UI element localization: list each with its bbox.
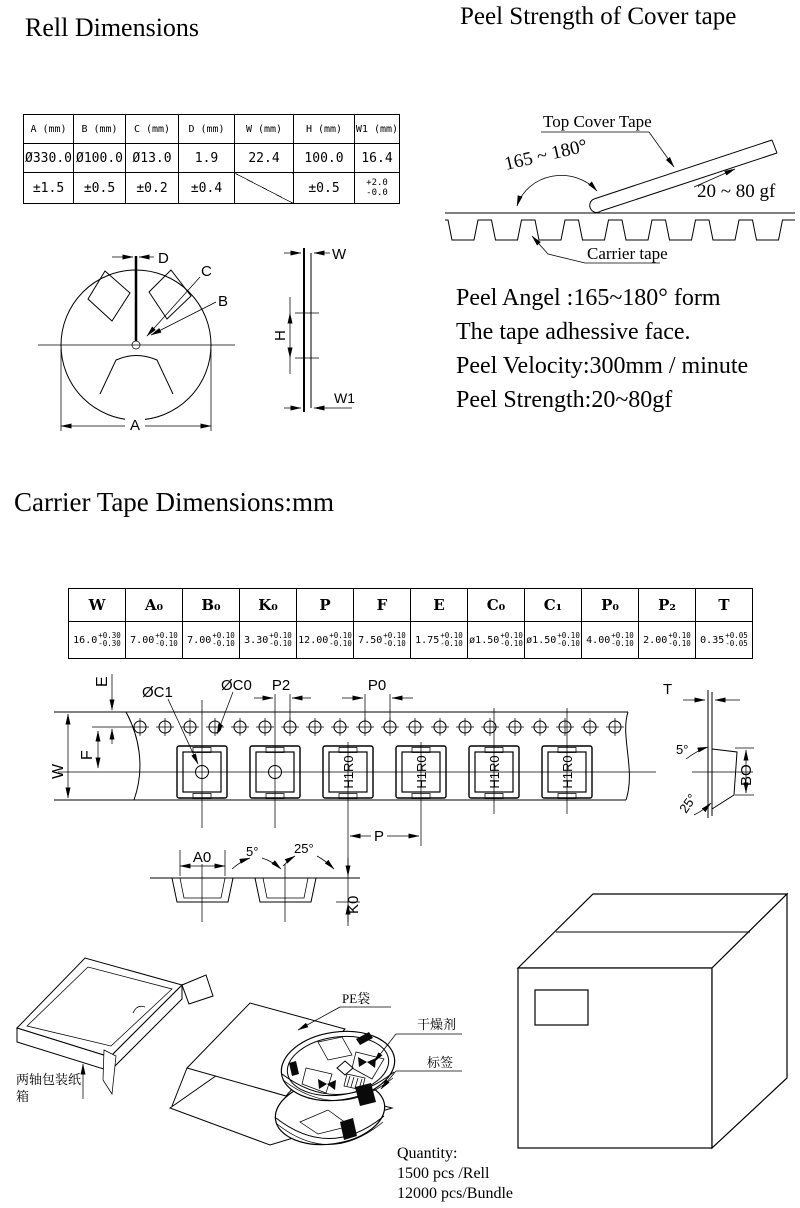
- peel-spec-line: Peel Strength:20~80gf: [456, 387, 673, 413]
- tolerance-stack: +0.10 -0.10: [557, 630, 580, 648]
- sprocket-hole: [556, 718, 574, 736]
- sprocket-hole: [456, 718, 474, 736]
- tolerance-stack: +0.10 -0.10: [269, 630, 292, 648]
- reel-table-cell: Ø13.0: [126, 144, 179, 173]
- tolerance-stack: +0.10 -0.10: [212, 630, 235, 648]
- dim-label-bo: BO: [738, 764, 755, 786]
- top-cover-tape-label: Top Cover Tape: [543, 112, 652, 131]
- tape-torn-edge: [126, 712, 140, 800]
- tolerance-stack: +0.10 -0.10: [500, 630, 523, 648]
- carton-label-line2: 箱: [16, 1089, 30, 1104]
- peel-pocket-row: [445, 220, 795, 240]
- peel-spec-line: Peel Angel :165~180° form: [456, 285, 721, 311]
- sprocket-hole: [606, 718, 624, 736]
- sprocket-hole: [331, 718, 349, 736]
- carrier-table-header-cell: P: [297, 589, 354, 622]
- bundle-carton: [518, 894, 787, 1148]
- quantity-line: Quantity:: [397, 1145, 458, 1162]
- sprocket-hole: [131, 718, 149, 736]
- dimension-value: 16.0 +0.30 -0.30: [73, 630, 121, 648]
- reel-table-cell: 16.4: [355, 144, 400, 173]
- dim-label-p2: P2: [271, 677, 291, 694]
- component-marking: H1R0: [487, 755, 502, 789]
- peel-force-label: 20 ~ 80 gf: [697, 181, 776, 202]
- carrier-table-header-cell: B₀: [183, 589, 240, 622]
- dim-label-c1: ØC1: [142, 684, 173, 701]
- reel-table-cell: B (mm): [74, 115, 126, 144]
- peel-spec-line: The tape adhessive face.: [456, 319, 691, 345]
- carrier-table-header-cell: T: [696, 589, 753, 622]
- dimension-value: 4.00 +0.10 -0.10: [586, 630, 634, 648]
- carrier-table-header-cell: C₀: [468, 589, 525, 622]
- reel-table-cell: C (mm): [126, 115, 179, 144]
- dim-label-c: C: [201, 263, 212, 280]
- tape-torn-edge: [626, 712, 630, 800]
- dim-label-t: T: [663, 681, 673, 698]
- pe-bag-label: PE袋: [342, 991, 371, 1006]
- reel-table-cell: 100.0: [294, 144, 355, 173]
- tolerance-stack: +0.30 -0.30: [98, 630, 121, 648]
- reel-table-cell: 1.9: [179, 144, 235, 173]
- reel-table-cell: D (mm): [179, 115, 235, 144]
- dim-label-f: F: [79, 750, 96, 760]
- reel-table-cell: ±0.5: [294, 173, 355, 204]
- dim-label-a0: A0: [192, 849, 212, 866]
- dim-label-c0: ØC0: [221, 677, 252, 694]
- tolerance-stack: +0.10 -0.10: [383, 630, 406, 648]
- reel-side-view: [272, 246, 355, 412]
- reel-table-cell: W (mm): [235, 115, 294, 144]
- carrier-tape-label: Carrier tape: [587, 244, 668, 263]
- sprocket-hole: [531, 718, 549, 736]
- peel-strength-title: Peel Strength of Cover tape: [460, 3, 737, 30]
- tolerance-stack: +0.10 -0.10: [329, 630, 352, 648]
- dimension-value: 7.50 +0.10 -0.10: [358, 630, 406, 648]
- tolerance-stack: +0.10 -0.10: [155, 630, 178, 648]
- peel-carrier-pockets: [445, 220, 795, 240]
- sprocket-hole: [431, 718, 449, 736]
- reel-front-view: [38, 250, 235, 434]
- reel-table-cell: ±0.2: [126, 173, 179, 204]
- dimension-value: 12.00 +0.10 -0.10: [298, 630, 352, 648]
- reel-table-cell: ±0.5: [74, 173, 126, 204]
- carrier-table-header-cell: F: [354, 589, 411, 622]
- packaging-diagram: [16, 894, 787, 1151]
- reel-table-cell: A (mm): [24, 115, 74, 144]
- dim-label-h: H: [272, 330, 289, 341]
- component-marking: H1R0: [414, 755, 429, 789]
- peel-spec-line: Peel Velocity:300mm / minute: [456, 353, 749, 379]
- pocket-cross-section: [150, 841, 362, 922]
- tolerance-stack: +0.10 -0.10: [611, 630, 634, 648]
- reel-table-cell: H (mm): [294, 115, 355, 144]
- sprocket-holes: [131, 718, 624, 736]
- dim-label-d: D: [158, 250, 169, 267]
- carrier-table-header-cell: A₀: [126, 589, 183, 622]
- dimension-value: ø1.50 +0.10 -0.10: [469, 630, 523, 648]
- reel-window: [100, 356, 173, 395]
- dim-label-a: A: [130, 417, 141, 434]
- dim-label-w: W: [332, 246, 347, 263]
- component-marking: H1R0: [341, 755, 356, 789]
- dim-label-tape-w: W: [50, 763, 67, 779]
- carrier-table-header-cell: P₂: [639, 589, 696, 622]
- dimension-value: ø1.50 +0.10 -0.10: [526, 630, 580, 648]
- sticker-label: 标签: [427, 1055, 454, 1070]
- tape-centerlines: [58, 694, 656, 926]
- dimension-value: 7.00 +0.10 -0.10: [187, 630, 235, 648]
- peel-diagram: [445, 112, 795, 263]
- dim-label-p0: P0: [367, 677, 387, 694]
- carrier-table-header-cell: C₁: [525, 589, 582, 622]
- reel-table-cell: 22.4: [235, 144, 294, 173]
- dim-label-w1: W1: [334, 390, 355, 406]
- pocket-profile: [712, 749, 737, 809]
- tolerance-stack: +0.05 -0.05: [725, 630, 748, 648]
- quantity-line: 12000 pcs/Bundle: [397, 1185, 513, 1202]
- reel-table-cell: ±0.4: [179, 173, 235, 204]
- carrier-tape-drawing: [50, 674, 755, 926]
- sprocket-hole: [506, 718, 524, 736]
- dimension-value: 7.00 +0.10 -0.10: [130, 630, 178, 648]
- tolerance-stack: +0.10 -0.10: [668, 630, 691, 648]
- reel-table-cell: W1 (mm): [355, 115, 400, 144]
- dim-label-k0: K0: [345, 895, 362, 914]
- carrier-table-header-cell: K₀: [240, 589, 297, 622]
- reel-table-cell: Ø100.0: [74, 144, 126, 173]
- component-marking: H1R0: [560, 755, 575, 789]
- sprocket-hole: [581, 718, 599, 736]
- reel-window: [88, 271, 130, 321]
- angle-label-5: 5°: [246, 844, 259, 859]
- carton-label-patch: [535, 990, 588, 1025]
- quantity-line: 1500 pcs /Rell: [397, 1165, 490, 1182]
- carton-label-line1: 两轴包装纸: [16, 1072, 82, 1087]
- peel-angle-label: 165 ~ 180°: [502, 135, 590, 175]
- sprocket-hole: [306, 718, 324, 736]
- dim-label-e: E: [94, 676, 111, 687]
- carrier-tape-title: Carrier Tape Dimensions:mm: [14, 487, 335, 517]
- desiccant-label: 干燥剂: [417, 1017, 457, 1032]
- carrier-table-header-cell: E: [411, 589, 468, 622]
- sprocket-hole: [256, 718, 274, 736]
- dimension-value: 1.75 +0.10 -0.10: [415, 630, 463, 648]
- dimension-value: 2.00 +0.10 -0.10: [643, 630, 691, 648]
- angle-label-25: 25°: [676, 791, 700, 816]
- sprocket-hole: [156, 718, 174, 736]
- dimension-value: 3.30 +0.10 -0.10: [244, 630, 292, 648]
- dim-label-p: P: [373, 828, 385, 845]
- sprocket-hole: [481, 718, 499, 736]
- sprocket-hole: [206, 718, 224, 736]
- reel-dimensions-title: Rell Dimensions: [25, 13, 200, 42]
- angle-label-25: 25°: [294, 841, 314, 856]
- carrier-table-header-cell: P₀: [582, 589, 639, 622]
- reel-table-cell: ±1.5: [24, 173, 74, 204]
- reel-table-cell: Ø330.0: [24, 144, 74, 173]
- dimension-value: 0.35 +0.05 -0.05: [700, 630, 748, 648]
- tolerance-stack: +2.0 -0.0: [366, 178, 388, 198]
- sprocket-hole: [406, 718, 424, 736]
- dim-label-b: B: [218, 293, 229, 310]
- angle-label-5: 5°: [676, 742, 689, 757]
- sprocket-hole: [231, 718, 249, 736]
- tolerance-stack: +0.10 -0.10: [440, 630, 463, 648]
- carrier-table-header-cell: W: [69, 589, 126, 622]
